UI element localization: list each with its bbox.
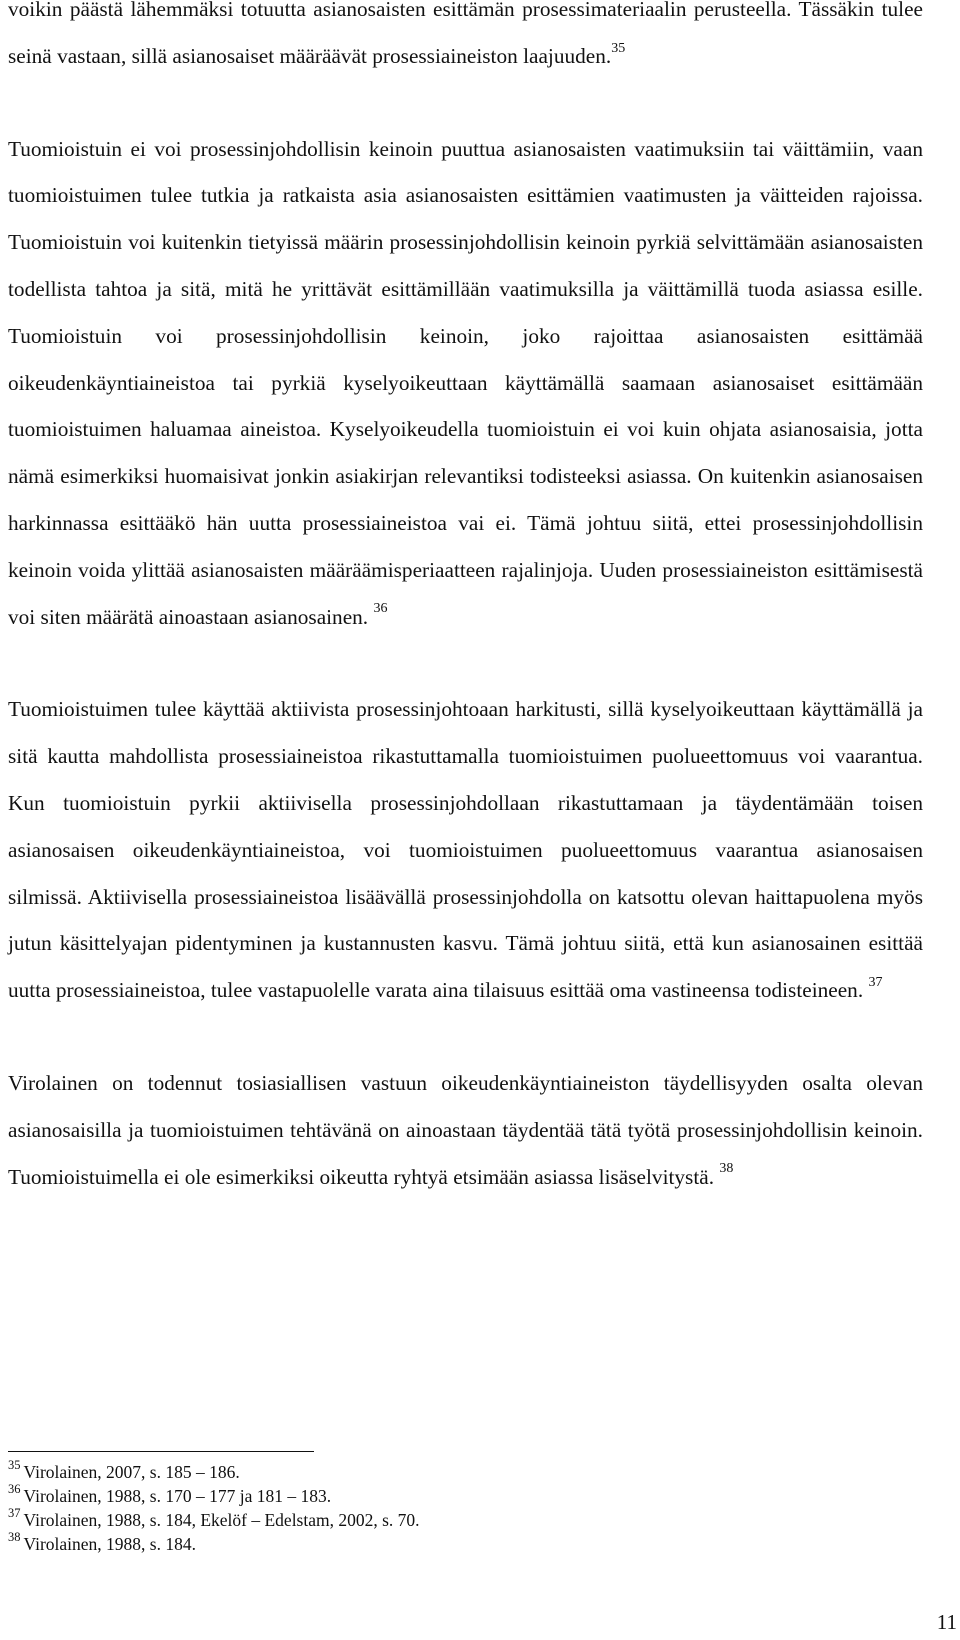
paragraph-text: voikin päästä lähemmäksi totuutta asianosaisten esittämän prosessimateriaalin perusteella. Tässäkin tulee seinä vastaan, sillä asianosaiset määräävät prosessiaineiston laajuuden. <box>8 0 923 68</box>
footnote-ref-36: 36 <box>373 601 388 617</box>
paragraph-1 <box>8 0 923 80</box>
footnote-35 <box>8 1460 923 1484</box>
footnote-number: 38 <box>8 1530 21 1545</box>
footnote-text: Virolainen, 2007, s. 185 – 186. <box>23 1462 240 1482</box>
footnote-36 <box>8 1484 923 1508</box>
footnote-number: 35 <box>8 1458 21 1473</box>
footnote-ref-37: 37 <box>868 975 883 991</box>
footnote-38 <box>8 1532 923 1556</box>
paragraph-3 <box>8 686 923 1014</box>
footnote-number: 37 <box>8 1506 21 1521</box>
paragraph-2 <box>8 126 923 641</box>
footnote-37 <box>8 1508 923 1532</box>
footnote-separator <box>8 1451 314 1452</box>
paragraph-4 <box>8 1060 923 1200</box>
footnote-ref-35: 35 <box>611 40 626 56</box>
page-number: 11 <box>936 1610 957 1634</box>
footnote-ref-38: 38 <box>719 1161 734 1177</box>
paragraph-text: Tuomioistuin ei voi prosessinjohdollisin keinoin puuttua asianosaisten vaatimuksiin tai väittämiin, vaan tuomioistuimen tulee tutkia ja ratkaista asia asianosaisten esittämien vaatimusten ja väitteiden rajoissa. Tuomioistuin voi kuitenkin tietyissä määrin prosessinjohdollisin keinoin pyrkiä selvittämään asianosaisten todellista tahtoa ja sitä, mitä he yrittävät esittämillään vaatimuksilla ja väittämillä tuoda asiassa esille. Tuomioistuin voi prosessinjohdollisin keinoin, joko rajoittaa asianosaisten esittämää oikeudenkäyntiaineistoa tai pyrkiä kyselyoikeuttaan käyttämällä saamaan asianosaiset esittämään tuomioistuimen haluamaa aineistoa. Kyselyoikeudella tuomioistuin ei voi kuin ohjata asianosaisia, jotta nämä esimerkiksi huomaisivat jonkin asiakirjan relevantiksi todisteeksi asiassa. On kuitenkin asianosaisen harkinnassa esittääkö hän uutta prosessiaineistoa vai ei. Tämä johtuu siitä, ettei prosessinjohdollisin keinoin voida ylittää asianosaisten määräämisperiaatteen rajalinjoja. Uuden prosessiaineiston esittämisestä voi siten määrätä ainoastaan asianosainen. <box>8 136 923 629</box>
footnote-text: Virolainen, 1988, s. 184. <box>23 1534 196 1554</box>
footnote-text: Virolainen, 1988, s. 170 – 177 ja 181 – 183. <box>23 1486 332 1506</box>
footnote-number: 36 <box>8 1482 21 1497</box>
paragraph-text: Tuomioistuimen tulee käyttää aktiivista prosessinjohtoaan harkitusti, sillä kyselyoikeuttaan käyttämällä ja sitä kautta mahdollista prosessiaineistoa rikastuttamalla tuomioistuimen puolueettomuus voi vaarantua. Kun tuomioistuin pyrkii aktiivisella prosessinjohdollaan rikastuttamaan ja täydentämään toisen asianosaisen oikeudenkäyntiaineistoa, voi tuomioistuimen puolueettomuus vaarantua asianosaisen silmissä. Aktiivisella prosessiaineistoa lisäävällä prosessinjohdolla on katsottu olevan haittapuolena myös jutun käsittelyajan pidentyminen ja kustannusten kasvu. Tämä johtuu siitä, että kun asianosainen esittää uutta prosessiaineistoa, tulee vastapuolelle varata aina tilaisuus esittää oma vastineensa todisteineen. <box>8 697 923 1003</box>
footnote-text: Virolainen, 1988, s. 184, Ekelöf – Edelstam, 2002, s. 70. <box>23 1510 420 1530</box>
paragraph-text: Virolainen on todennut tosiasiallisen vastuun oikeudenkäyntiaineiston täydellisyyden osalta olevan asianosaisilla ja tuomioistuimen tehtävänä on ainoastaan täydentää tätä työtä prosessinjohdollisin keinoin. Tuomioistuimella ei ole esimerkiksi oikeutta ryhtyä etsimään asiassa lisäselvitystä. <box>8 1070 923 1189</box>
document-page <box>8 0 923 1554</box>
footnotes <box>8 1460 923 1556</box>
